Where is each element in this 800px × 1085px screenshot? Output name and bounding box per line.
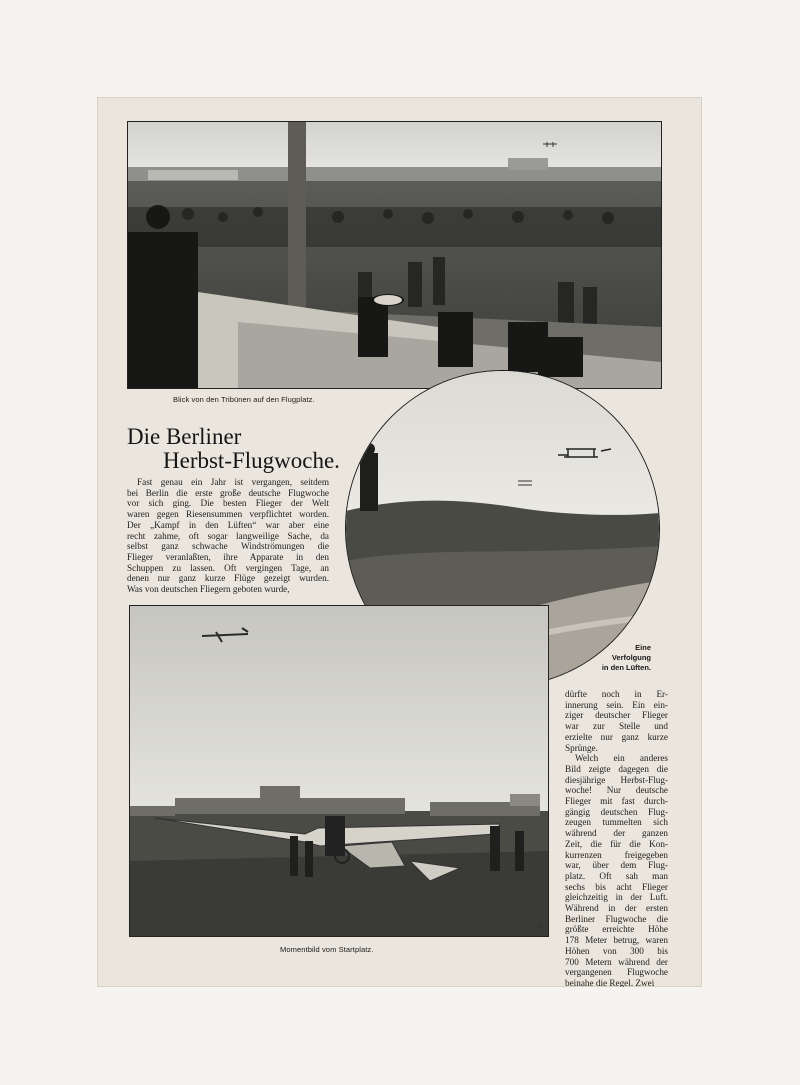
caption-starting-area-photo: Momentbild vom Startplatz.: [280, 945, 374, 954]
caption-pursuit-photo: [589, 643, 651, 673]
headline-line-2: Herbst-Flugwoche.: [163, 448, 340, 473]
right-column-line: Höhen von 300 bis: [565, 945, 668, 956]
left-column-line: Flieger veranlaßten, ihre Apparate in den: [127, 551, 329, 562]
left-column-line: selbst ganz schwache Windströmungen die: [127, 541, 329, 552]
body-text-left-column: [127, 477, 329, 595]
standing-man: [360, 453, 378, 511]
left-column-line: recht zahme, oft sogar langweilige Sache, da: [127, 530, 329, 541]
right-column-line: Flieger mit fast durch-: [565, 796, 668, 807]
left-column-line: vor sich ging. Die besten Flieger der Welt: [127, 498, 329, 509]
right-column-line: war zur Stelle und: [565, 721, 668, 732]
right-column-line: diesjährige Herbst-Flug-: [565, 774, 668, 785]
left-column-line: waren gegen Riesensummen verpflichtet worden.: [127, 509, 329, 520]
body-text-right-column: [565, 689, 668, 987]
caption-pursuit-line-2: Verfolgung: [611, 653, 651, 662]
starting-area-photo-art: [130, 606, 548, 936]
right-column-line: größte erreichte Höhe: [565, 924, 668, 935]
headline-line-1: Die Berliner: [127, 424, 242, 449]
right-column-line: ziger deutscher Flieger: [565, 710, 668, 721]
photo-grandstand-view: [127, 121, 662, 389]
magazine-page: [97, 97, 702, 987]
left-column-line: Der „Kampf in den Lüften“ war aber eine: [127, 519, 329, 530]
right-column-line: gleichzeitig in der Luft.: [565, 892, 668, 903]
left-column-line: Was von deutschen Fliegern geboten wurde,: [127, 584, 290, 595]
right-column-line: sechs bis acht Flieger: [565, 881, 668, 892]
right-column-line: Bild zeigte dagegen die: [565, 763, 668, 774]
right-column-line: Welch ein anderes: [575, 753, 668, 764]
left-column-line: Schuppen zu lassen. Oft vergingen Tage, an: [127, 562, 329, 573]
right-column-line: dürfte noch in Er-: [565, 689, 668, 699]
right-column-line: kurrenzen freigegeben: [565, 849, 668, 860]
page-number: 8: [539, 923, 544, 932]
right-column-line: 178 Meter betrug, waren: [565, 935, 668, 946]
caption-grandstand-photo: Blick von den Tribünen auf den Flugplatz.: [173, 395, 315, 404]
photo-starting-area: [129, 605, 549, 937]
right-column-line: Zeit, die für die Kon-: [565, 838, 668, 849]
caption-pursuit-line-1: Eine: [635, 643, 651, 652]
left-column-line: denen nur ganz kurze Flüge gezeigt wurden.: [127, 573, 329, 584]
right-column-line: Sprünge.: [565, 742, 598, 753]
right-column-line: beinahe die Regel. Zwei: [565, 977, 655, 987]
right-column-line: woche! Nur deutsche: [565, 785, 668, 796]
right-column-line: gängig deutschen Flug-: [565, 806, 668, 817]
right-column-line: innerung sein. Ein ein-: [565, 699, 668, 710]
right-column-line: Berliner Flugwoche die: [565, 913, 668, 924]
right-column-line: Während in der ersten: [565, 903, 668, 914]
caption-pursuit-line-3: in den Lüften.: [601, 663, 651, 672]
right-column-line: während der ganzen: [565, 828, 668, 839]
left-column-line: Fast genau ein Jahr ist vergangen, seitdem: [137, 477, 329, 487]
grandstand-photo-art: [128, 122, 661, 388]
right-column-line: vergangenen Flugwoche: [565, 967, 668, 978]
left-column-line: bei Berlin die erste große deutsche Flugwoche: [127, 487, 329, 498]
right-column-line: zeugen tummelten sich: [565, 817, 668, 828]
right-column-line: war, über dem Flug-: [565, 860, 668, 871]
right-column-line: 700 Metern während der: [565, 956, 668, 967]
right-column-line: erzielte nur ganz kurze: [565, 731, 668, 742]
right-column-line: platz. Oft sah man: [565, 870, 668, 881]
